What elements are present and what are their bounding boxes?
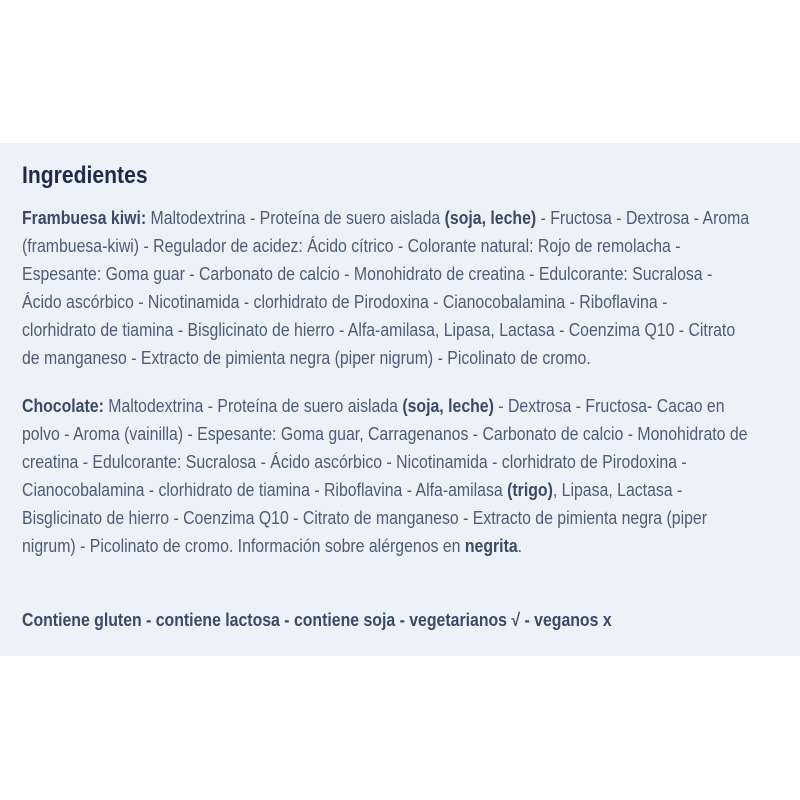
ingredient-text: polvo - Aroma (vainilla) - Espesante: Goma guar, Carragenanos - Carbonato de calcio - Monohidrato de [22, 424, 748, 444]
ingredient-line [22, 476, 687, 504]
ingredient-line [22, 204, 750, 232]
ingredient-line [22, 232, 687, 260]
ingredient-line [22, 392, 725, 420]
ingredient-text: clorhidrato de tiamina - Bisglicinato de hierro - Alfa-amilasa, Lipasa, Lactasa - Coenzima Q10 - Citrato [22, 320, 736, 340]
ingredient-text: . [517, 536, 523, 556]
ingredient-line [22, 532, 687, 560]
ingredient-line [22, 448, 687, 476]
ingredient-text: creatina - Edulcorante: Sucralosa - Ácido ascórbico - Nicotinamida - clorhidrato de Pirodoxina - [22, 452, 687, 472]
ingredient-text: Maltodextrina - Proteína de suero aislada [103, 396, 403, 416]
ingredient-text: , Lipasa, Lactasa - [552, 480, 683, 500]
ingredient-text: nigrum) - Picolinato de cromo. Información sobre alérgenos en [22, 536, 465, 556]
ingredients-paragraph-frambuesa-kiwi [22, 204, 778, 372]
allergen-bold: (soja, leche) [444, 208, 537, 228]
allergen-bold: negrita [464, 536, 518, 556]
ingredient-line [22, 288, 687, 316]
allergen-bold: (trigo) [507, 480, 553, 500]
section-title: Ingredientes [22, 162, 148, 189]
flavor-name: Frambuesa kiwi: [22, 208, 147, 228]
flavor-name: Chocolate: [22, 396, 104, 416]
ingredient-text: (frambuesa-kiwi) - Regulador de acidez: Ácido cítrico - Colorante natural: Rojo de remolacha - [22, 236, 681, 256]
ingredient-line [22, 504, 707, 532]
ingredient-text: - Fructosa - Dextrosa - Aroma [536, 208, 750, 228]
ingredients-paragraph-chocolate [22, 392, 778, 560]
ingredient-text: Espesante: Goma guar - Carbonato de calcio - Monohidrato de creatina - Edulcorante: Sucralosa - [22, 264, 713, 284]
ingredient-line [22, 316, 736, 344]
ingredient-text: de manganeso - Extracto de pimienta negra (piper nigrum) - Picolinato de cromo. [22, 348, 591, 368]
allergen-summary: Contiene gluten - contiene lactosa - contiene soja - vegetarianos √ - veganos x [22, 610, 612, 630]
ingredient-line [22, 344, 687, 372]
ingredient-line [22, 420, 748, 448]
ingredients-section [0, 143, 800, 656]
ingredient-text: Ácido ascórbico - Nicotinamida - clorhidrato de Pirodoxina - Cianocobalamina - Riboflavina - [22, 292, 668, 312]
ingredient-text: - Dextrosa - Fructosa- Cacao en [493, 396, 725, 416]
ingredient-text: Maltodextrina - Proteína de suero aislada [146, 208, 445, 228]
allergen-bold: (soja, leche) [402, 396, 494, 416]
ingredient-text: Bisglicinato de hierro - Coenzima Q10 - Citrato de manganeso - Extracto de pimienta negra (piper [22, 508, 707, 528]
ingredient-text: Cianocobalamina - clorhidrato de tiamina - Riboflavina - Alfa-amilasa [22, 480, 508, 500]
ingredient-line [22, 260, 713, 288]
